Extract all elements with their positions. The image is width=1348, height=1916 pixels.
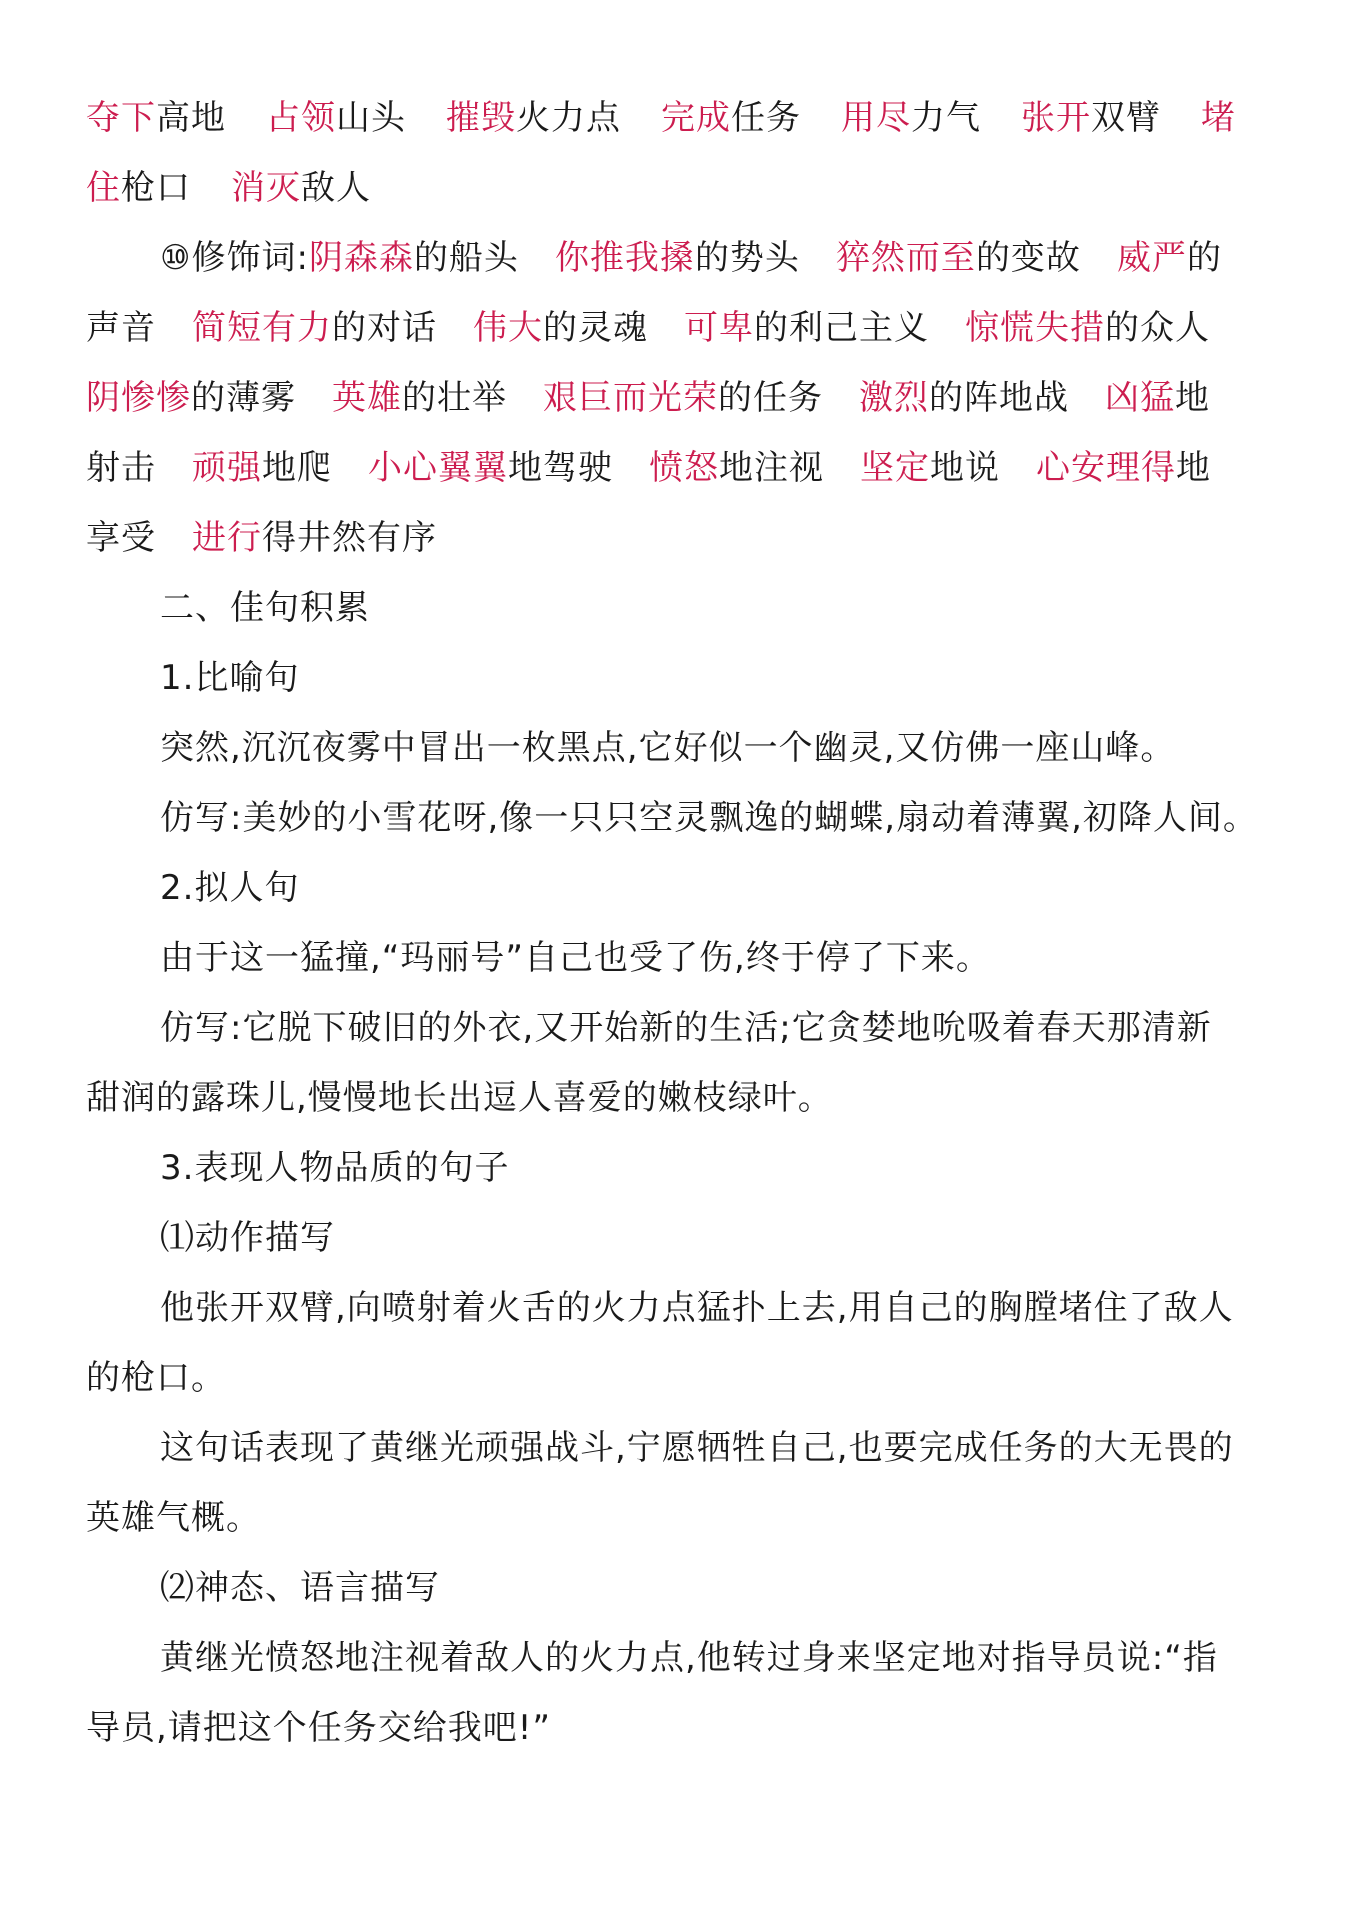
- phrase-rest: 高地: [156, 98, 226, 138]
- phrase-rest: 地: [1176, 448, 1211, 488]
- phrase-rest: 的灵魂: [543, 308, 648, 348]
- phrase-rest: 的众人: [1105, 308, 1210, 348]
- phrase-rest: 的对话: [332, 308, 437, 348]
- action-sentence-line-1: 他张开双臂,向喷射着火舌的火力点猛扑上去,用自己的胸膛堵住了敌人: [160, 1288, 1234, 1328]
- personification-imitation-line-2: 甜润的露珠儿,慢慢地长出逗人喜爱的嫩枝绿叶。: [86, 1078, 833, 1118]
- phrase-rest: 射击: [86, 448, 156, 488]
- expression-heading: ⑵神态、语言描写: [160, 1568, 440, 1608]
- character-heading: 3.表现人物品质的句子: [160, 1148, 510, 1188]
- personification-sentence: 由于这一猛撞,“玛丽号”自己也受了伤,终于停了下来。: [160, 938, 991, 978]
- phrase-rest: 的变故: [975, 238, 1081, 278]
- phrase-rest: 地说: [930, 448, 1000, 488]
- highlight-word: 威严: [1116, 238, 1187, 278]
- verb-phrases-line-2: [86, 168, 371, 208]
- phrase-rest: 地驾驶: [508, 448, 613, 488]
- highlight-word: 顽强: [192, 448, 262, 488]
- phrase-rest: 的船头: [413, 238, 519, 278]
- modifiers-line-5: [86, 518, 437, 558]
- highlight-word: 夺下: [86, 98, 156, 138]
- highlight-word: 阴惨惨: [86, 378, 191, 418]
- metaphor-sentence: 突然,沉沉夜雾中冒出一枚黑点,它好似一个幽灵,又仿佛一座山峰。: [160, 728, 1176, 768]
- metaphor-imitation: 仿写:美妙的小雪花呀,像一只只空灵飘逸的蝴蝶,扇动着薄翼,初降人间。: [160, 798, 1258, 838]
- phrase-rest: 地: [1175, 378, 1210, 418]
- highlight-word: 摧毁: [446, 98, 516, 138]
- highlight-word: 你推我搡: [554, 238, 695, 278]
- highlight-word: 小心翼翼: [368, 448, 508, 488]
- modifiers-line-2: [86, 308, 1210, 348]
- phrase-rest: 枪口: [121, 168, 191, 208]
- section-title: 二、佳句积累: [160, 588, 370, 628]
- highlight-word: 进行: [192, 518, 262, 558]
- highlight-word: 占领: [266, 98, 336, 138]
- phrase-rest: 的势头: [694, 238, 800, 278]
- phrase-rest: 任务: [731, 98, 801, 138]
- modifiers-heading: ⑩修饰词:: [160, 238, 309, 278]
- modifiers-line-1: [160, 238, 1222, 278]
- highlight-word: 英雄: [332, 378, 402, 418]
- highlight-word: 可卑: [684, 308, 754, 348]
- highlight-word: 张开: [1021, 98, 1091, 138]
- phrase-rest: 的阵地战: [929, 378, 1069, 418]
- modifiers-line-3: [86, 378, 1210, 418]
- personification-imitation-line-1: 仿写:它脱下破旧的外衣,又开始新的生活;它贪婪地吮吸着春天那清新: [160, 1008, 1212, 1048]
- personification-heading: 2.拟人句: [160, 868, 300, 908]
- highlight-word: 阴森森: [308, 238, 414, 278]
- expression-sentence-line-2: 导员,请把这个任务交给我吧!”: [86, 1708, 552, 1748]
- phrase-rest: 的利己主义: [754, 308, 929, 348]
- phrase-rest: 地爬: [262, 448, 332, 488]
- action-heading: ⑴动作描写: [160, 1218, 335, 1258]
- phrase-rest: 力气: [911, 98, 981, 138]
- phrase-rest: 火力点: [516, 98, 621, 138]
- highlight-word: 伟大: [473, 308, 543, 348]
- verb-phrases-line-1: [86, 98, 1236, 138]
- phrase-rest: 的任务: [718, 378, 823, 418]
- phrase-rest: 敌人: [301, 168, 371, 208]
- highlight-word: 心安理得: [1036, 448, 1176, 488]
- highlight-word: 住: [86, 168, 121, 208]
- phrase-rest: 的壮举: [402, 378, 507, 418]
- action-comment-line-2: 英雄气概。: [86, 1498, 261, 1538]
- highlight-word: 艰巨而光荣: [543, 378, 718, 418]
- metaphor-heading: 1.比喻句: [160, 658, 300, 698]
- phrase-rest: 声音: [86, 308, 156, 348]
- phrase-rest: 双臂: [1091, 98, 1161, 138]
- action-sentence-line-2: 的枪口。: [86, 1358, 226, 1398]
- highlight-word: 惊慌失措: [965, 308, 1105, 348]
- highlight-word: 激烈: [859, 378, 929, 418]
- phrase-rest: 地注视: [719, 448, 824, 488]
- highlight-word: 简短有力: [192, 308, 332, 348]
- highlight-word: 凶猛: [1105, 378, 1175, 418]
- expression-sentence-line-1: 黄继光愤怒地注视着敌人的火力点,他转过身来坚定地对指导员说:“指: [160, 1638, 1218, 1678]
- modifiers-line-4: [86, 448, 1211, 488]
- highlight-word: 愤怒: [649, 448, 719, 488]
- highlight-word: 堵: [1201, 98, 1236, 138]
- phrase-rest: 享受: [86, 518, 156, 558]
- highlight-word: 猝然而至: [835, 238, 976, 278]
- highlight-word: 完成: [661, 98, 731, 138]
- phrase-rest: 得井然有序: [262, 518, 437, 558]
- phrase-rest: 山头: [336, 98, 406, 138]
- phrase-rest: 的薄雾: [191, 378, 296, 418]
- phrase-rest: 的: [1186, 238, 1222, 278]
- action-comment-line-1: 这句话表现了黄继光顽强战斗,宁愿牺牲自己,也要完成任务的大无畏的: [160, 1428, 1234, 1468]
- highlight-word: 用尽: [841, 98, 911, 138]
- highlight-word: 消灭: [231, 168, 301, 208]
- highlight-word: 坚定: [860, 448, 930, 488]
